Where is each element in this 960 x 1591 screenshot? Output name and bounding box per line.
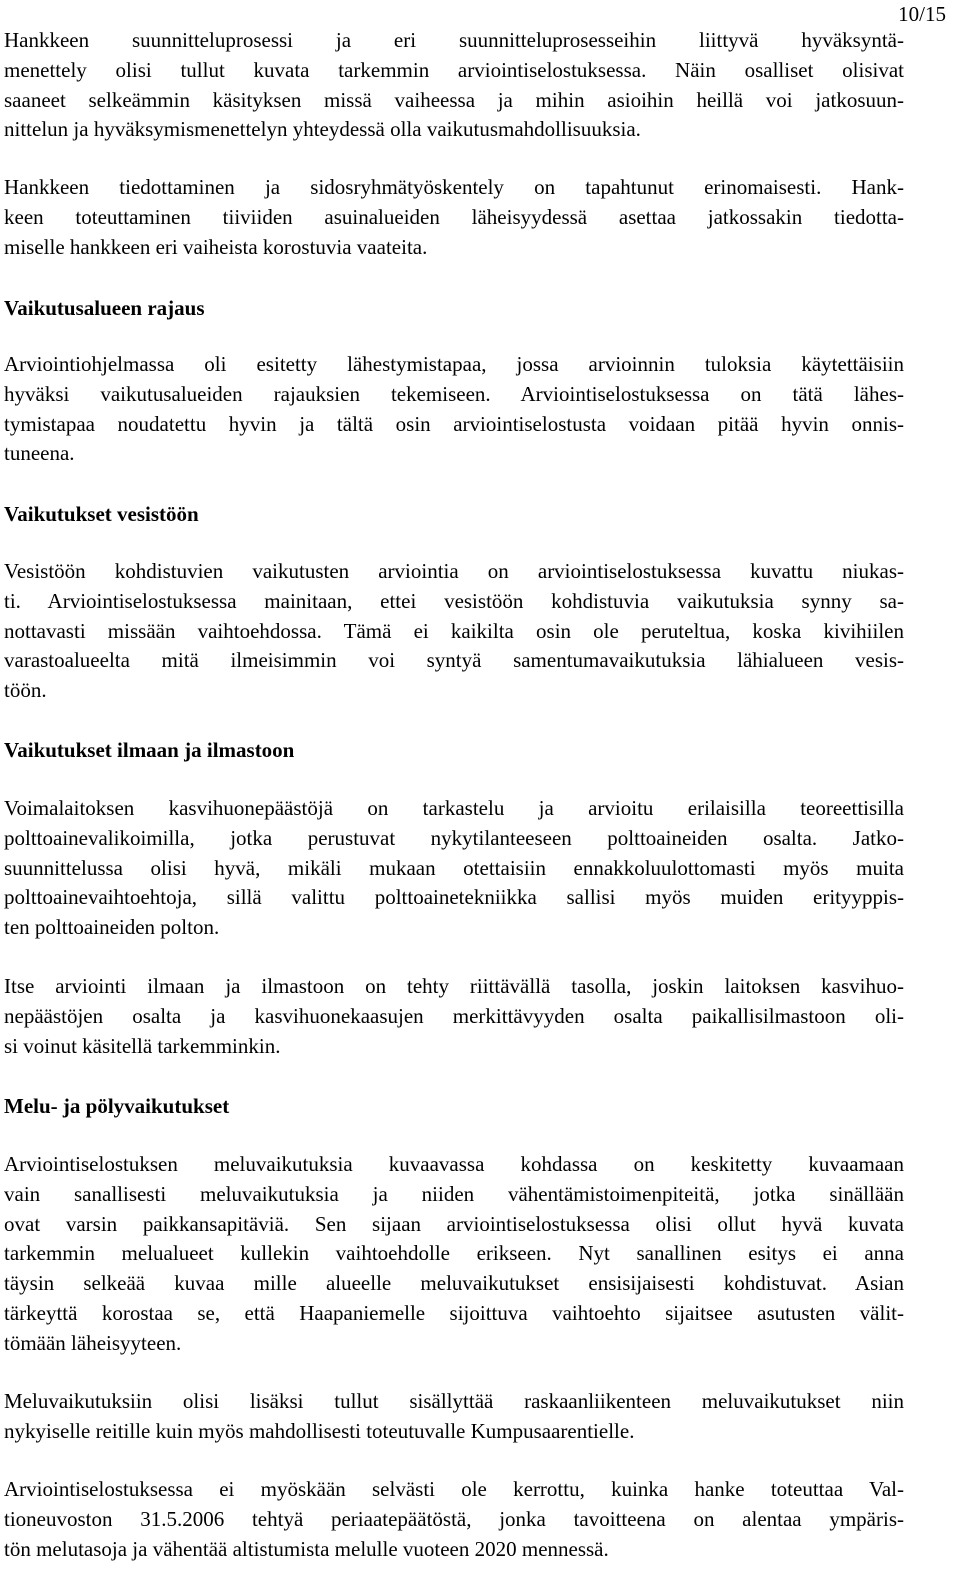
text-line: ten polttoaineiden polton. [4, 915, 220, 940]
text-line: si voinut käsitellä tarkemminkin. [4, 1033, 281, 1058]
section-heading: Melu- ja pölyvaikutukset [4, 1094, 230, 1118]
text-line: hyväksi vaikutusalueiden rajauksien tekemiseen. Arviointiselostuksessa on tätä lähes- [4, 381, 904, 406]
text-line: nittelun ja hyväksymismenettelyn yhteydessä olla vaikutusmahdollisuuksia. [4, 117, 641, 142]
text-line: varastoalueelta mitä ilmeisimmin voi syntyä samentumavaikutuksia lähialueen vesis- [4, 648, 904, 673]
text-line: vain sanallisesti meluvaikutuksia ja niiden vähentämistoimenpiteitä, jotka sinällään [4, 1181, 904, 1206]
paragraph [4, 26, 904, 145]
text-line: Itse arviointi ilmaan ja ilmastoon on tehty riittävällä tasolla, joskin laitoksen kasvihuo- [4, 974, 904, 998]
text-line: Arviointiselostuksen meluvaikutuksia kuvaavassa kohdassa on keskitetty kuvaamaan [4, 1152, 904, 1176]
paragraph [4, 557, 904, 706]
paragraph [4, 173, 904, 262]
paragraph [4, 350, 904, 469]
text-line: täysin selkeää kuvaa mille alueelle meluvaikutukset ensisijaisesti kohdistuvat. Asian [4, 1271, 904, 1296]
text-line: Hankkeen suunnitteluprosessi ja eri suunnitteluprosesseihin liittyvä hyväksyntä- [4, 28, 904, 52]
text-line: Vesistöön kohdistuvien vaikutusten arviointia on arviointiselostuksessa kuvattu niukas- [4, 559, 904, 583]
text-line: tön melutasoja ja vähentää altistumista melulle vuoteen 2020 mennessä. [4, 1536, 609, 1561]
text-line: nepäästöjen osalta ja kasvihuonekaasujen merkittävyyden osalta paikallisilmastoon oli- [4, 1003, 904, 1028]
page-number: 10/15 [898, 2, 946, 26]
text-line: Arviointiohjelmassa oli esitetty lähestymistapaa, jossa arvioinnin tuloksia käytettäisiin [4, 352, 904, 376]
text-line: polttoainevalikoimilla, jotka perustuvat nykytilanteeseen polttoaineiden osalta. Jatko- [4, 825, 904, 850]
paragraph [4, 972, 904, 1061]
text-line: tärkeyttä korostaa se, että Haapaniemelle sijoittuva vaihtoehto sijaitsee asutusten välit- [4, 1300, 904, 1325]
paragraph [4, 1150, 904, 1359]
text-line: ovat varsin paikkansapitäviä. Sen sijaan arviointiselostuksessa olisi ollut hyvä kuvata [4, 1211, 904, 1236]
text-line: töön. [4, 678, 47, 703]
text-line: suunnittelussa olisi hyvä, mikäli mukaan otettaisiin ennakkoluulottomasti myös muita [4, 855, 904, 880]
section-heading: Vaikutukset vesistöön [4, 502, 199, 526]
text-line: Arviointiselostuksessa ei myöskään selvästi ole kerrottu, kuinka hanke toteuttaa Val- [4, 1477, 904, 1501]
section-heading: Vaikutukset ilmaan ja ilmastoon [4, 738, 295, 762]
text-line: tymistapaa noudatettu hyvin ja tältä osin arviointiselostusta voidaan pitää hyvin onnis- [4, 411, 904, 436]
text-line: menettely olisi tullut kuvata tarkemmin arviointiselostuksessa. Näin osalliset olisivat [4, 57, 904, 82]
paragraph [4, 1387, 904, 1447]
text-line: tömään läheisyyteen. [4, 1330, 182, 1355]
text-line: tarkemmin melualueet kullekin vaihtoehdolle erikseen. Nyt sanallinen esitys ei anna [4, 1241, 904, 1266]
paragraph [4, 1475, 904, 1564]
text-line: nykyiselle reitille kuin myös mahdollisesti toteutuvalle Kumpusaarentielle. [4, 1418, 635, 1443]
text-line: nottavasti missään vaihtoehdossa. Tämä ei kaikilta osin ole peruteltua, koska kivihiilen [4, 618, 904, 643]
text-line: Hankkeen tiedottaminen ja sidosryhmätyöskentely on tapahtunut erinomaisesti. Hank- [4, 175, 904, 199]
text-line: miselle hankkeen eri vaiheista korostuvia vaateita. [4, 234, 428, 259]
text-line: tioneuvoston 31.5.2006 tehtyä periaatepäätöstä, jonka tavoitteena on alentaa ympäris- [4, 1506, 904, 1531]
text-line: ti. Arviointiselostuksessa mainitaan, ettei vesistöön kohdistuvia vaikutuksia synny sa- [4, 588, 904, 613]
text-line: Voimalaitoksen kasvihuonepäästöjä on tarkastelu ja arvioitu erilaisilla teoreettisilla [4, 796, 904, 820]
text-line: Meluvaikutuksiin olisi lisäksi tullut sisällyttää raskaanliikenteen meluvaikutukset niin [4, 1389, 904, 1413]
text-line: keen toteuttaminen tiiviiden asuinalueiden läheisyydessä asettaa jatkossakin tiedotta- [4, 204, 904, 229]
text-line: polttoainevaihtoehtoja, sillä valittu polttoainetekniikka sallisi myös muiden erityyppis- [4, 885, 904, 910]
text-line: tuneena. [4, 441, 75, 466]
section-heading: Vaikutusalueen rajaus [4, 296, 205, 320]
text-line: saaneet selkeämmin käsityksen missä vaiheessa ja mihin asioihin heillä voi jatkosuun- [4, 87, 904, 112]
paragraph [4, 794, 904, 943]
